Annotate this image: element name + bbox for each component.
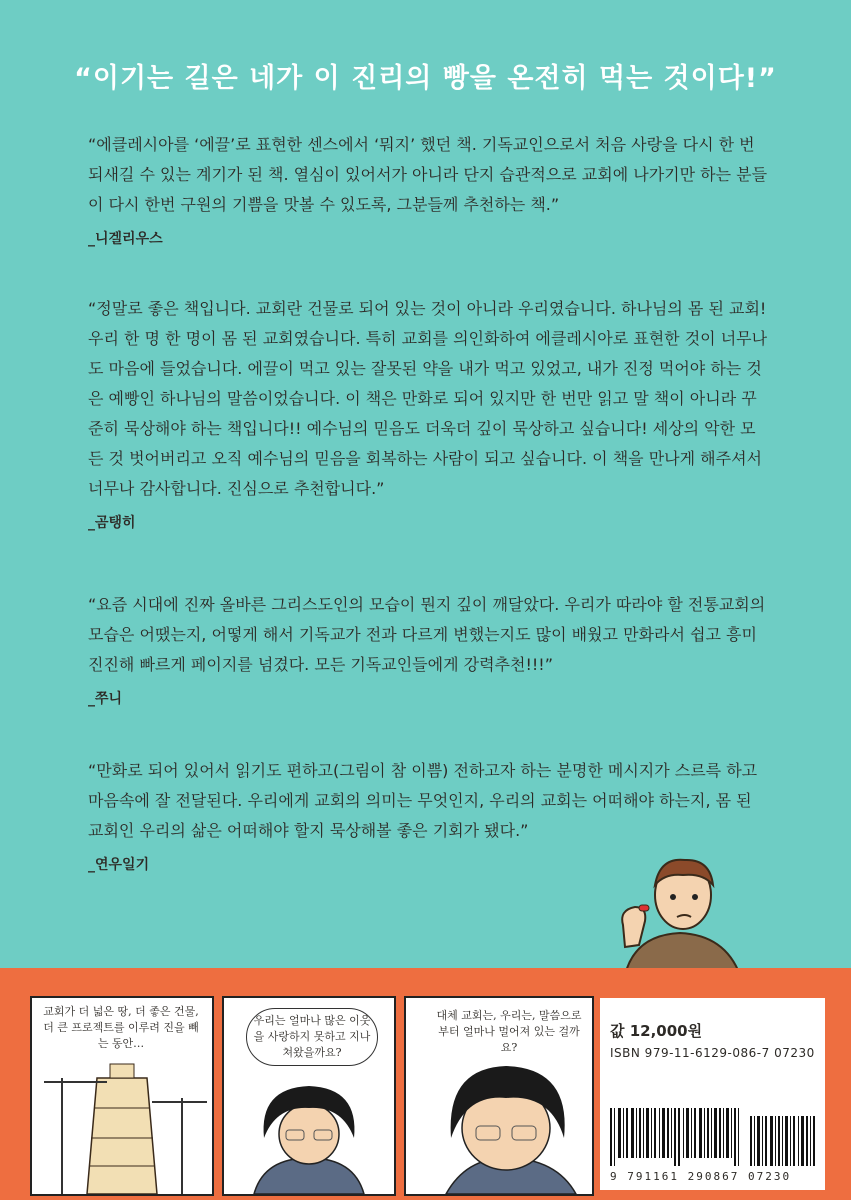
review-3 bbox=[88, 590, 768, 714]
review-2 bbox=[88, 294, 768, 538]
review-text: “정말로 좋은 책입니다. 교회란 건물로 되어 있는 것이 아니라 우리였습니다. 하나님의 몸 된 교회! 우리 한 명 한 명이 몸 된 교회였습니다. 특히 교회를 의인화하여 에클레시아로 표현한 것이 너무나도 마음에 들었습니다. 에끌이 먹고 있는 잘못된 약을 내가 먹고 있었고, 내가 진정 먹어야 하는 것은 예빵인 하나님의 말씀이었습니다. 이 책은 만화로 되어 있지만 한 번만 읽고 말 책이 아니라 꾸준히 묵상해야 하는 책입니다!! 예수님의 믿음도 더욱더 깊이 묵상하고 싶습니다! 세상의 악한 모든 것 벗어버리고 오직 예수님의 믿음을 회복하는 사람이 되고 싶습니다. 이 책을 만나게 해주셔서 너무나 감사합니다. 진심으로 추천합니다.” bbox=[88, 299, 768, 498]
comic-panel-3 bbox=[404, 996, 594, 1196]
headline: “이기는 길은 네가 이 진리의 빵을 온전히 먹는 것이다!” bbox=[74, 63, 777, 94]
isbn-label: ISBN 979-11-6129-086-7 07230 bbox=[610, 1046, 815, 1060]
tower-illustration bbox=[32, 1058, 212, 1194]
review-author: _연우일기 bbox=[88, 857, 150, 873]
speech-bubble: 우리는 얼마나 많은 이웃을 사랑하지 못하고 지나쳐왔을까요? bbox=[246, 1008, 378, 1066]
review-text: “에클레시아를 ‘에끌’로 표현한 센스에서 ‘뭐지’ 했던 책. 기독교인으로서 처음 사랑을 다시 한 번 되새길 수 있는 계기가 된 책. 열심이 있어서가 아니라 단지 습관적으로 교회에 나가기만 하는 분들이 다시 한번 구원의 기쁨을 맛볼 수 있도록, 그분들께 추천하는 책.” bbox=[88, 135, 768, 214]
speech-bubble: 교회가 더 넓은 땅, 더 좋은 건물, 더 큰 프로젝트를 이루려 진을 빼는 동안… bbox=[40, 1004, 202, 1052]
review-author: _쭈니 bbox=[88, 691, 123, 707]
barcode bbox=[610, 1108, 815, 1166]
comic-panel-1 bbox=[30, 996, 214, 1196]
review-author: _곰탱히 bbox=[88, 515, 136, 531]
character-figure bbox=[224, 1078, 394, 1194]
price-box bbox=[600, 998, 825, 1190]
review-text: “요즘 시대에 진짜 올바른 그리스도인의 모습이 뭔지 깊이 깨달았다. 우리가 따라야 할 전통교회의 모습은 어땠는지, 어떻게 해서 기독교가 전과 다르게 변했는지도 많이 배웠고 만화라서 쉽고 흥미진진해 빠르게 페이지를 넘겼다. 모든 기독교인들에게 강력추천!!!” bbox=[88, 595, 766, 674]
review-author: _니겔리우스 bbox=[88, 231, 163, 247]
character-illustration bbox=[605, 855, 755, 975]
review-1 bbox=[88, 130, 768, 254]
character-closeup bbox=[406, 1058, 592, 1194]
price-label: 값 12,000원 bbox=[610, 1022, 703, 1040]
barcode-number: 9 791161 290867 07230 bbox=[610, 1170, 792, 1183]
speech-bubble: 대체 교회는, 우리는, 말씀으로부터 얼마나 멀어져 있는 걸까요? bbox=[436, 1009, 582, 1054]
review-text: “만화로 되어 있어서 읽기도 편하고(그림이 참 이쁨) 전하고자 하는 분명한 메시지가 스르륵 하고 마음속에 잘 전달된다. 우리에게 교회의 의미는 무엇인지, 우리의 교회는 어떠해야 하는지, 몸 된 교회인 우리의 삶은 어떠해야 할지 묵상해볼 좋은 기회가 됐다.” bbox=[88, 761, 758, 840]
comic-panel-2 bbox=[222, 996, 396, 1196]
